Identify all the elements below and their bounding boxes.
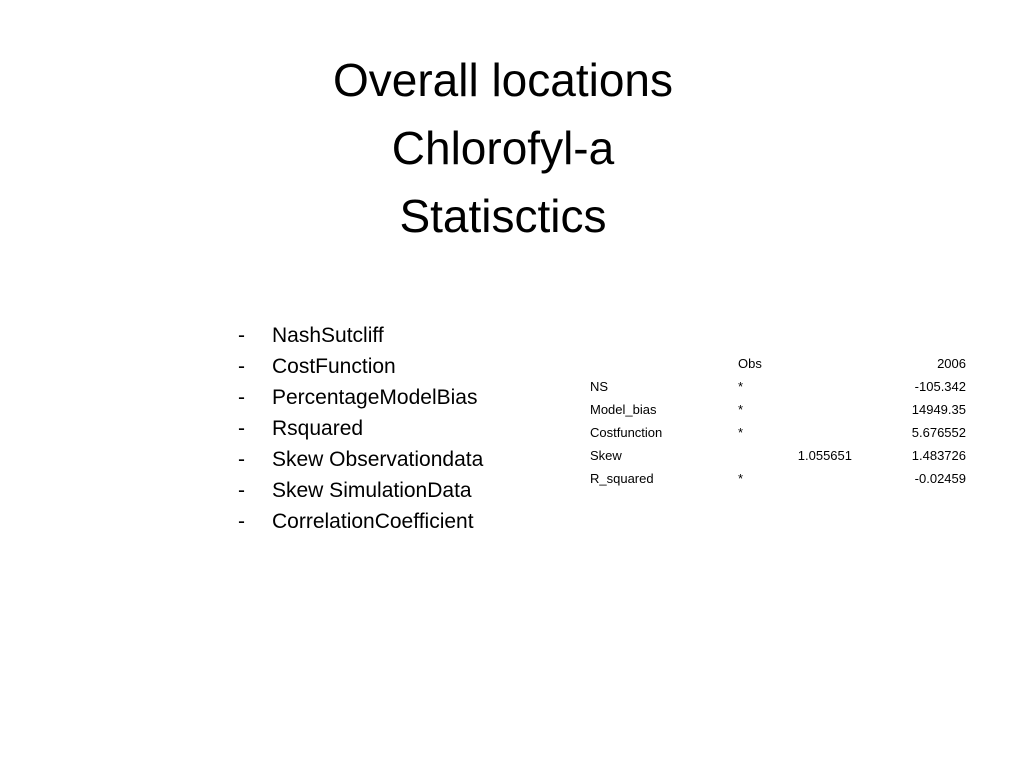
- list-item-label: PercentageModelBias: [272, 386, 478, 409]
- list-item-label: Skew Observationdata: [272, 448, 484, 471]
- list-item: [238, 475, 483, 506]
- table-cell: [790, 398, 852, 421]
- table-cell: 14949.35: [911, 402, 966, 417]
- table-cell: 1.055651: [797, 448, 852, 463]
- table-row: [587, 467, 966, 490]
- bullet-dash: -: [238, 324, 245, 347]
- table-header-row: [587, 352, 966, 375]
- table-cell: *: [738, 425, 744, 440]
- bullet-dash: -: [238, 448, 245, 471]
- table-cell: R_squared: [590, 471, 654, 486]
- title-line-3: Statisctics: [399, 190, 607, 242]
- title-line-1: Overall locations: [332, 54, 674, 106]
- table-header-cell: [587, 352, 738, 375]
- table-cell: Model_bias: [590, 402, 657, 417]
- table-cell: [790, 421, 852, 444]
- list-item: [238, 382, 483, 413]
- table-cell: *: [738, 379, 744, 394]
- title-line-2: Chlorofyl-a: [391, 122, 615, 174]
- table-cell: *: [738, 402, 744, 417]
- table-cell: Costfunction: [590, 425, 663, 440]
- list-item: [238, 506, 483, 537]
- list-item-label: NashSutcliff: [272, 324, 384, 347]
- table-cell: -105.342: [914, 379, 966, 394]
- list-item: [238, 413, 483, 444]
- table-header-cell: Obs: [738, 356, 762, 371]
- table-header-cell: 2006: [937, 356, 966, 371]
- table-row: [587, 375, 966, 398]
- statistics-list: [238, 320, 483, 537]
- table-cell: *: [738, 471, 744, 486]
- list-item-label: Skew SimulationData: [272, 479, 472, 502]
- table-row: [587, 444, 966, 467]
- list-item-label: CostFunction: [272, 355, 396, 378]
- table-cell: [738, 444, 790, 467]
- list-item-label: Rsquared: [272, 417, 364, 440]
- bullet-dash: -: [238, 417, 245, 440]
- list-item: [238, 320, 483, 351]
- bullet-dash: -: [238, 355, 245, 378]
- list-item-label: CorrelationCoefficient: [272, 510, 474, 533]
- bullet-dash: -: [238, 386, 245, 409]
- list-item: [238, 351, 483, 382]
- table-cell: 1.483726: [911, 448, 966, 463]
- table-cell: Skew: [590, 448, 622, 463]
- statistics-table: [587, 352, 966, 490]
- table-cell: [790, 375, 852, 398]
- table-cell: [790, 467, 852, 490]
- table-row: [587, 421, 966, 444]
- bullet-dash: -: [238, 510, 245, 533]
- table-row: [587, 398, 966, 421]
- list-item: [238, 444, 483, 475]
- bullet-dash: -: [238, 479, 245, 502]
- table-cell: NS: [590, 379, 609, 394]
- table-cell: 5.676552: [911, 425, 966, 440]
- slide-title: [0, 46, 1006, 250]
- table-header-cell: [790, 352, 852, 375]
- table-cell: -0.02459: [914, 471, 966, 486]
